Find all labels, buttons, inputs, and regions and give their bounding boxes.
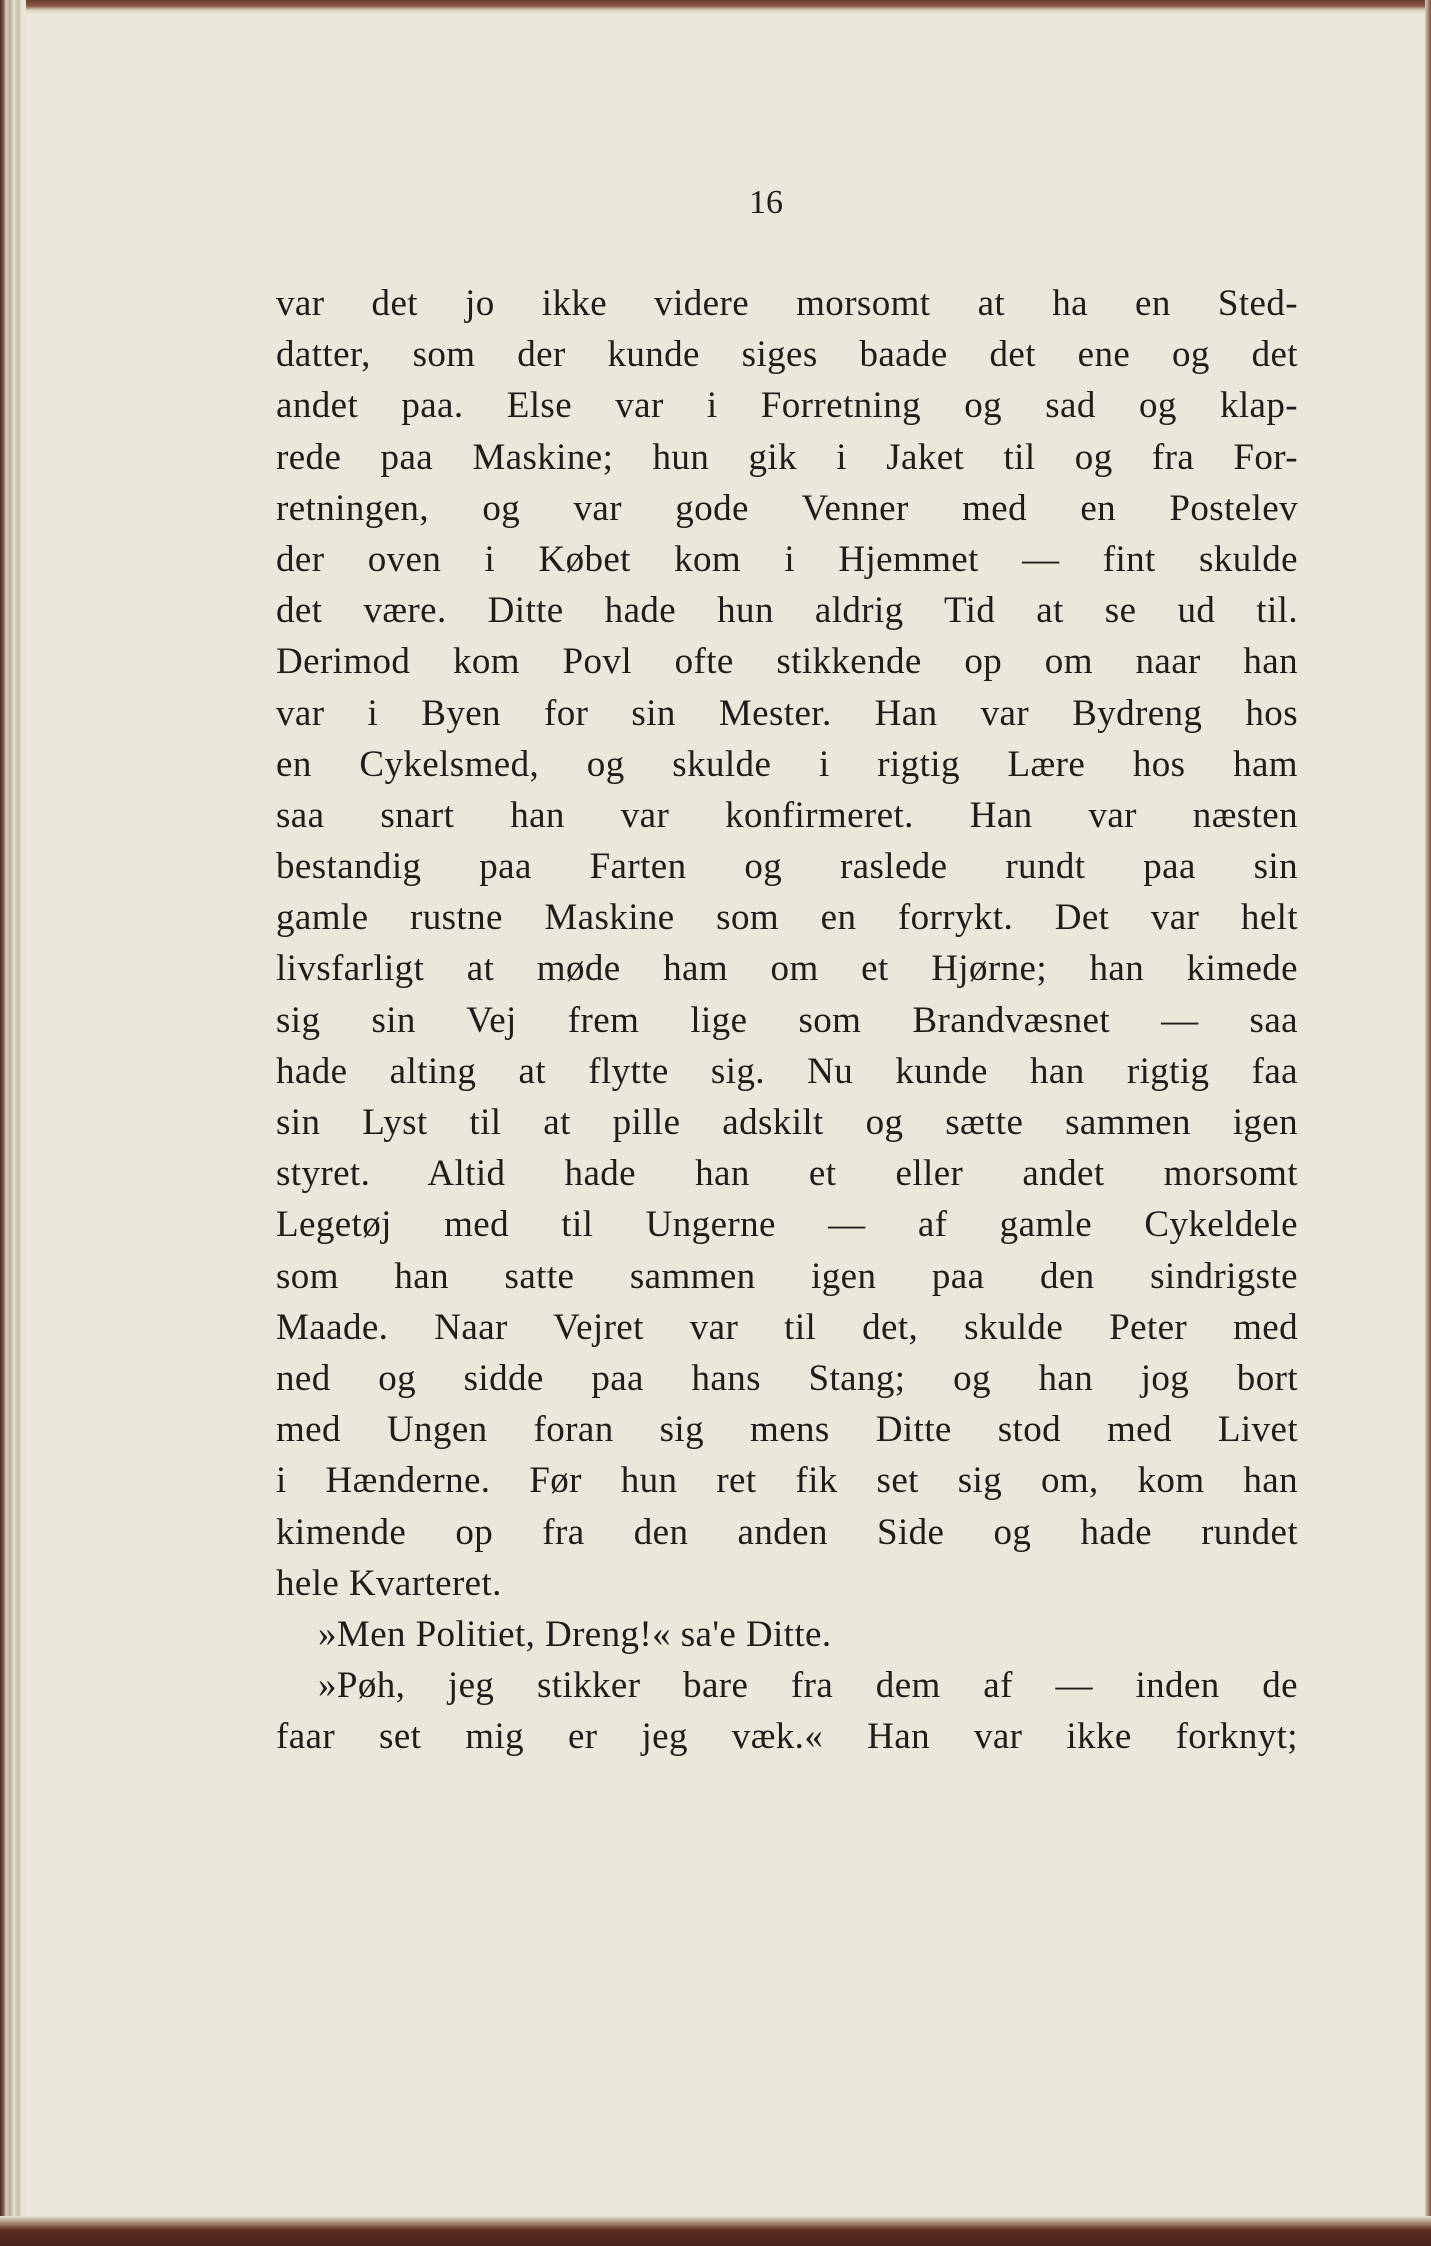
page-number: 16 — [749, 184, 783, 221]
text-line: »Men Politiet, Dreng!« sa'e Ditte. — [318, 1613, 832, 1655]
text-line: var i Byen for sin Mester. Han var Bydreng hos — [276, 692, 1298, 734]
book-left-edge — [0, 0, 26, 2246]
text-line: Maade. Naar Vejret var til det, skulde Peter med — [276, 1306, 1298, 1348]
text-line: »Pøh, jeg stikker bare fra dem af — inden de — [318, 1665, 1298, 1707]
book-page — [26, 14, 1425, 2216]
text-line: bestandig paa Farten og raslede rundt paa sin — [276, 846, 1298, 888]
text-line: var det jo ikke videre morsomt at ha en Sted- — [276, 283, 1298, 324]
text-line: hele Kvarteret. — [276, 1562, 502, 1604]
text-line: gamle rustne Maskine som en forrykt. Det var helt — [276, 897, 1298, 939]
text-line: ned og sidde paa hans Stang; og han jog bort — [276, 1357, 1298, 1399]
text-line: med Ungen foran sig mens Ditte stod med Livet — [276, 1409, 1298, 1451]
text-line: det være. Ditte hade hun aldrig Tid at se ud til. — [276, 590, 1298, 632]
text-line: hade alting at flytte sig. Nu kunde han rigtig faa — [276, 1050, 1298, 1092]
text-line: Legetøj med til Ungerne — af gamle Cykeldele — [276, 1204, 1298, 1246]
book-top-edge — [0, 0, 1431, 14]
book-right-edge — [1425, 0, 1431, 2246]
text-line: i Hænderne. Før hun ret fik set sig om, kom han — [276, 1460, 1298, 1502]
text-line: livsfarligt at møde ham om et Hjørne; han kimede — [276, 948, 1298, 990]
text-line: Derimod kom Povl ofte stikkende op om naar han — [276, 641, 1298, 683]
text-line: retningen, og var gode Venner med en Postelev — [276, 487, 1298, 529]
body-text — [276, 278, 1298, 1762]
text-line: andet paa. Else var i Forretning og sad og klap- — [276, 385, 1298, 427]
text-line: sin Lyst til at pille adskilt og sætte sammen igen — [276, 1102, 1298, 1143]
book-bottom-edge — [0, 2216, 1431, 2246]
text-line: styret. Altid hade han et eller andet morsomt — [276, 1153, 1298, 1195]
text-line: faar set mig er jeg væk.« Han var ikke forknyt; — [276, 1716, 1298, 1758]
text-line: kimende op fra den anden Side og hade rundet — [276, 1511, 1298, 1553]
text-line: som han satte sammen igen paa den sindrigste — [276, 1255, 1298, 1297]
text-line: saa snart han var konfirmeret. Han var næsten — [276, 794, 1298, 836]
text-line: der oven i Købet kom i Hjemmet — fint skulde — [276, 538, 1298, 580]
text-line: rede paa Maskine; hun gik i Jaket til og fra For- — [276, 436, 1298, 478]
text-line: datter, som der kunde siges baade det ene og det — [276, 334, 1298, 376]
text-line: sig sin Vej frem lige som Brandvæsnet — saa — [276, 999, 1298, 1041]
text-line: en Cykelsmed, og skulde i rigtig Lære hos ham — [276, 743, 1298, 785]
